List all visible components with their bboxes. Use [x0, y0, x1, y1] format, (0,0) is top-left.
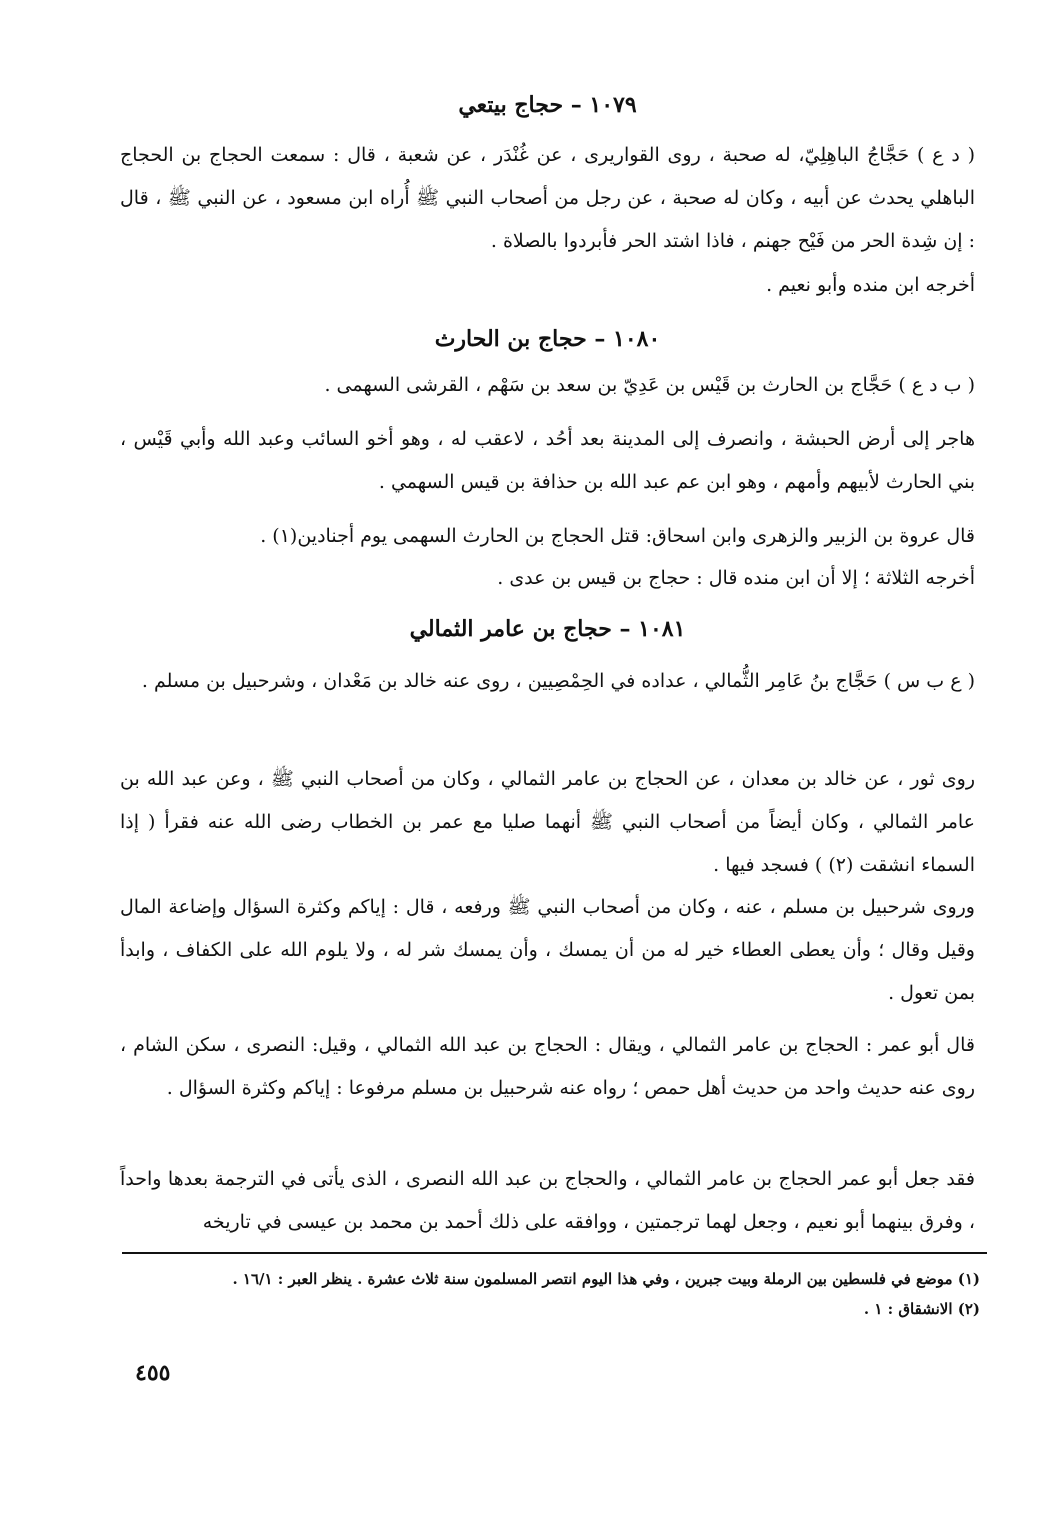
footnote-divider — [122, 1252, 987, 1254]
footnotes — [120, 1264, 980, 1324]
entry-1080-paragraph-3: قال عروة بن الزبير والزهرى وابن اسحاق: قتل الحجاج بن الحارث السهمى يوم أجنادين(١) . — [260, 525, 975, 547]
entry-1079-paragraph-1: ( د ع ) حَجَّاجُ الباهِلِيّ، له صحبة ، روى القواريرى ، عن غُنْدَر ، عن شعبة ، قال : سمعت الحجاج بن الحجاج الباهلي يحدث عن أبيه ، وكان له صحبة ، عن رجل من أصحاب النبي ﷺ أُراه ابن مسعود ، عن النبي ﷺ ، قال : إن شِدة الحر من فَيْح جهنم ، فاذا اشتد الحر فأبردوا بالصلاة . — [120, 144, 975, 252]
entry-1081-paragraph-5: فقد جعل أبو عمر الحجاج بن عامر الثمالي ، والحجاج بن عبد الله النصرى ، الذى يأتى في الترجمة بعدها واحداً ، وفرق بينهما أبو نعيم ، وجعل لهما ترجمتين ، ووافقه على ذلك أحمد بن محمد بن عيسى في تاريخه — [120, 1168, 975, 1233]
entry-1081-paragraph-2: روى ثور ، عن خالد بن معدان ، عن الحجاج بن عامر الثمالي ، وكان من أصحاب النبي ﷺ ، وعن عبد الله بن عامر الثمالي ، وكان أيضاً من أصحاب النبي ﷺ أنهما صليا مع عمر بن الخطاب رضى الله عنه فقرأ ( إذا السماء انشقت (٢) ) فسجد فيها . — [120, 768, 975, 876]
page-number: ٤٥٥ — [135, 1360, 171, 1386]
entry-1081-paragraph-1: ( ع ب س ) حَجَّاج بنُ عَامِر الثُّمالي ، عداده في الحِمْصِيين ، روى عنه خالد بن مَعْدان ، وشرحبيل بن مسلم . — [141, 670, 975, 692]
entry-1081-paragraph-3: وروى شرحبيل بن مسلم ، عنه ، وكان من أصحاب النبي ﷺ ورفعه ، قال : إياكم وكثرة السؤال وإضاعة المال وقيل وقال ؛ وأن يعطى العطاء خير له من أن يمسك ، وأن يمسك شر له ، ولا يلوم الله على الكفاف ، وابدأ بمن تعول . — [120, 896, 975, 1004]
entry-heading-1080: ١٠٨٠ – حجاج بن الحارث — [434, 326, 661, 352]
entry-heading-1079: ١٠٧٩ – حجاج بيتعي — [458, 92, 637, 118]
footnote-1: (١) موضع في فلسطين بين الرملة وبيت جبرين ، وفي هذا اليوم انتصر المسلمون سنة ثلاث عشرة . ينظر العبر : ١٦/١ . — [232, 1270, 980, 1288]
entry-1079-paragraph-2: أخرجه ابن منده وأبو نعيم . — [766, 274, 975, 296]
entry-heading-1081: ١٠٨١ – حجاج بن عامر الثمالي — [409, 616, 686, 642]
footnote-2: (٢) الانشقاق : ١ . — [863, 1300, 980, 1318]
entry-1080-paragraph-4: أخرجه الثلاثة ؛ إلا أن ابن منده قال : حجاج بن قيس بن عدى . — [497, 567, 975, 589]
entry-1081-paragraph-4: قال أبو عمر : الحجاج بن عامر الثمالي ، ويقال : الحجاج بن عبد الله الثمالي ، وقيل: النصرى ، سكن الشام ، روى عنه حديث واحد من حديث أهل حمص ؛ رواه عنه شرحبيل بن مسلم مرفوعا : إياكم وكثرة السؤال . — [120, 1034, 975, 1099]
entry-1080-paragraph-2: هاجر إلى أرض الحبشة ، وانصرف إلى المدينة بعد أحُد ، لاعقب له ، وهو أخو السائب وعبد الله وأبي قَيْس ، بني الحارث لأبيهم وأمهم ، وهو ابن عم عبد الله بن حذافة بن قيس السهمي . — [120, 428, 975, 493]
entry-1080-paragraph-1: ( ب د ع ) حَجَّاج بن الحارث بن قَيْس بن عَدِيّ بن سعد بن سَهْم ، القرشى السهمى . — [324, 374, 975, 396]
